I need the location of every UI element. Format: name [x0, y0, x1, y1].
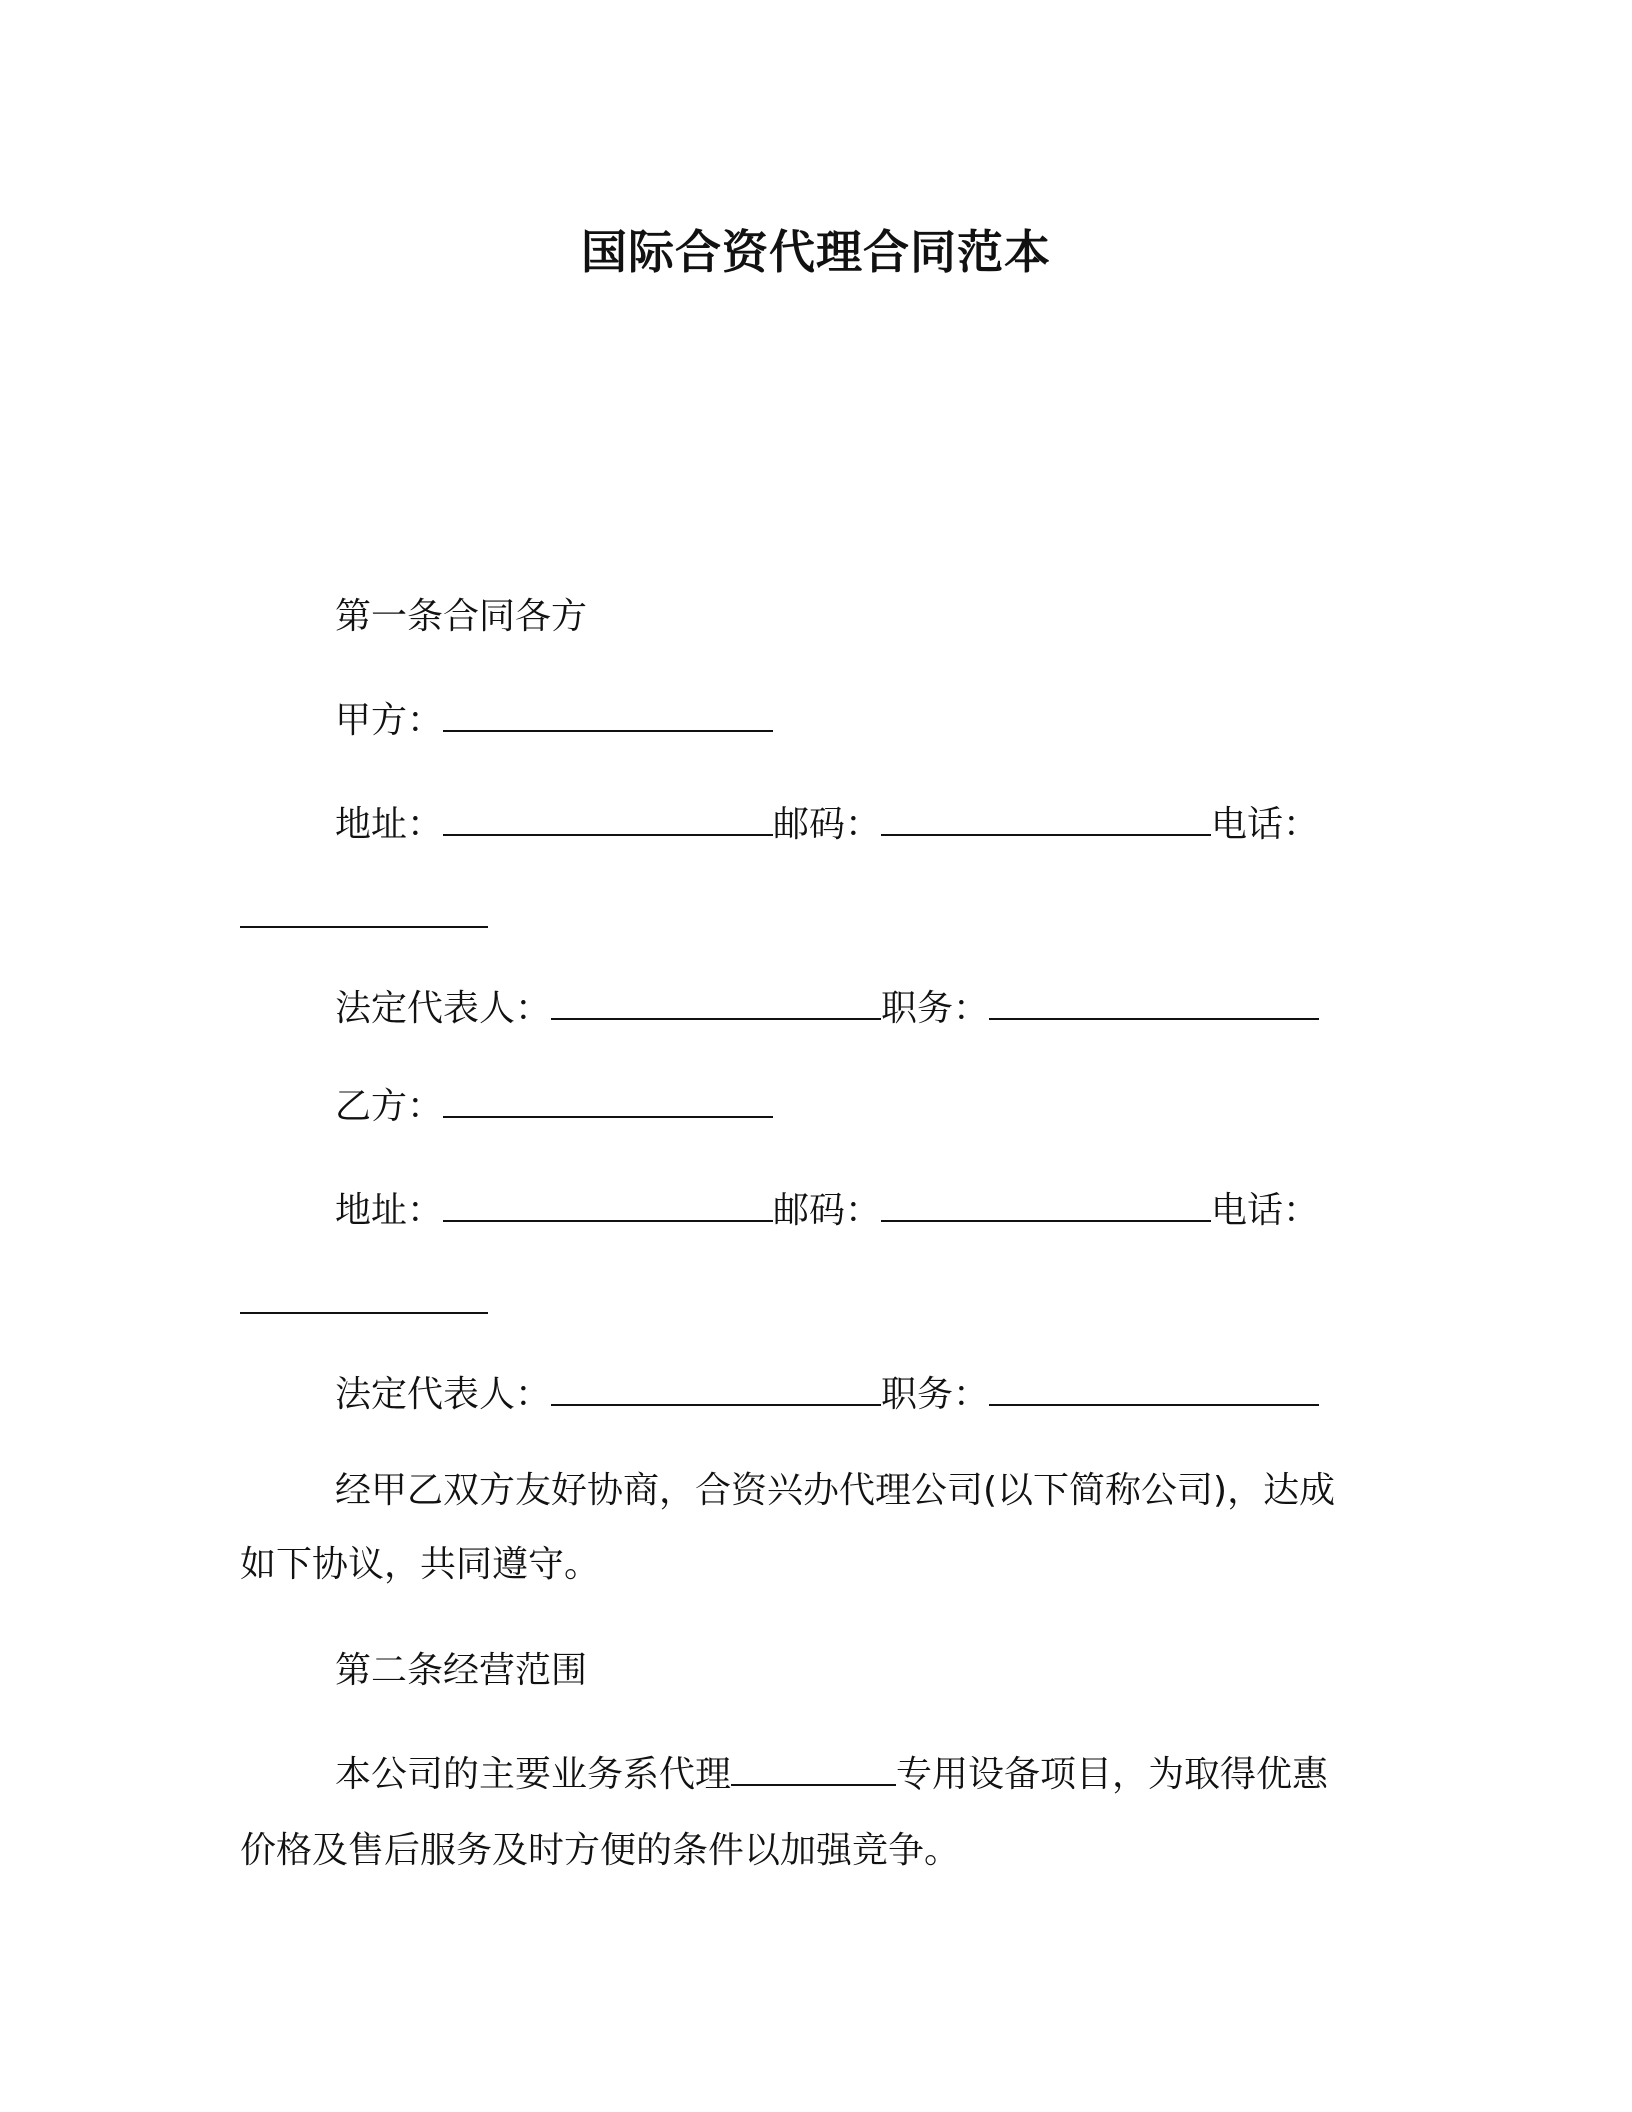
- party-a-phone-blank: [240, 896, 488, 928]
- party-b-postcode-blank: [881, 1190, 1211, 1222]
- party-a-postcode-blank: [881, 804, 1211, 836]
- agreement-line-1: 经甲乙双方友好协商，合资兴办代理公司(以下简称公司)，达成: [335, 1470, 1336, 1511]
- party-a-label: 甲方：: [335, 700, 444, 741]
- party-b-rep-blank: [551, 1374, 881, 1406]
- article-2-body-part-2: 专用设备项目，为取得优惠: [896, 1754, 1329, 1795]
- party-a-blank: [443, 700, 773, 732]
- agency-item-blank: [731, 1754, 896, 1786]
- party-b-label: 乙方：: [335, 1086, 444, 1127]
- party-a-rep-line: [335, 984, 1319, 1034]
- document-title: 国际合资代理合同范本: [581, 225, 1051, 279]
- party-a-address-line: [335, 800, 1319, 850]
- party-b-rep-label: 法定代表人：: [335, 1374, 552, 1415]
- party-b-phone-label: 电话：: [1211, 1190, 1320, 1231]
- party-b-address-blank: [443, 1190, 773, 1222]
- party-a-postcode-label: 邮码：: [773, 804, 882, 845]
- party-a-rep-label: 法定代表人：: [335, 988, 552, 1029]
- party-b-address-label: 地址：: [335, 1190, 444, 1231]
- article-2-body-part-1: 本公司的主要业务系代理: [335, 1754, 732, 1795]
- party-b-rep-line: [335, 1370, 1319, 1420]
- party-b-position-blank: [989, 1374, 1319, 1406]
- party-b-phone-blank: [240, 1282, 488, 1314]
- party-a-rep-blank: [551, 988, 881, 1020]
- party-b-postcode-label: 邮码：: [773, 1190, 882, 1231]
- party-a-phone-line: [240, 892, 488, 942]
- party-b-position-label: 职务：: [881, 1374, 990, 1415]
- party-b-phone-line: [240, 1278, 488, 1328]
- article-2-body-line-1: [335, 1750, 1328, 1800]
- party-a-address-blank: [443, 804, 773, 836]
- party-b-address-line: [335, 1186, 1319, 1236]
- party-a-position-label: 职务：: [881, 988, 990, 1029]
- party-a-line: [335, 696, 773, 746]
- article-2-body-line-2: 价格及售后服务及时方便的条件以加强竞争。: [240, 1830, 961, 1871]
- party-a-position-blank: [989, 988, 1319, 1020]
- party-b-line: [335, 1082, 773, 1132]
- article-1-heading: 第一条合同各方: [335, 596, 588, 637]
- party-b-blank: [443, 1086, 773, 1118]
- party-a-phone-label: 电话：: [1211, 804, 1320, 845]
- party-a-address-label: 地址：: [335, 804, 444, 845]
- article-2-heading: 第二条经营范围: [335, 1650, 588, 1691]
- agreement-line-2: 如下协议，共同遵守。: [240, 1544, 601, 1585]
